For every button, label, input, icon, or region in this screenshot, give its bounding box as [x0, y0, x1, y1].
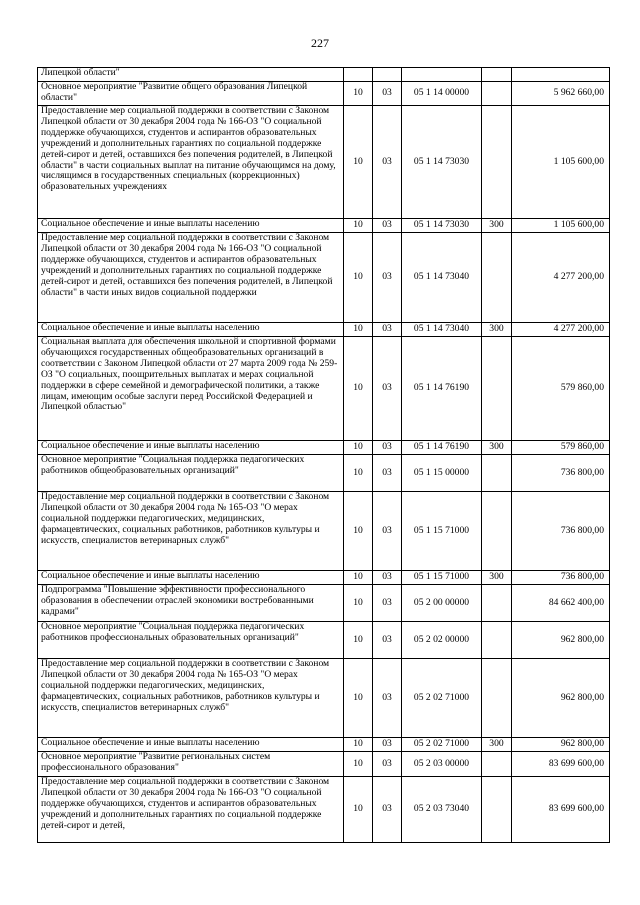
- row-subsection: 03: [373, 455, 402, 492]
- table-row: [38, 571, 610, 585]
- row-subsection: 03: [373, 323, 402, 337]
- row-expense-type: 300: [482, 219, 512, 233]
- row-expense-type: [482, 82, 512, 106]
- row-target-article: 05 1 14 76190: [402, 337, 482, 441]
- row-section: 10: [344, 492, 373, 571]
- table-row: [38, 337, 610, 441]
- row-expense-type: [482, 777, 512, 843]
- page-number: 227: [311, 36, 329, 50]
- row-section: 10: [344, 219, 373, 233]
- row-subsection: 03: [373, 777, 402, 843]
- row-name: Социальная выплата для обеспечения школьной и спортивной формами обучающихся государственных общеобразовательных организаций в соответствии с Законом Липецкой области от 27 марта 2009 года № 259-ОЗ "О социальных, поощрительных выплатах и мерах социальной поддержки в сфере семейной и демографической политики, а также лицам, имеющим особые заслуги перед Российской Федерацией и Липецкой областью": [38, 337, 344, 441]
- row-name: Социальное обеспечение и иные выплаты населению: [38, 571, 344, 585]
- row-expense-type: [482, 106, 512, 219]
- row-section: 10: [344, 323, 373, 337]
- table-row: [38, 82, 610, 106]
- row-subsection: [373, 68, 402, 82]
- row-section: 10: [344, 777, 373, 843]
- row-target-article: 05 1 14 73030: [402, 219, 482, 233]
- row-name: Подпрограмма "Повышение эффективности профессионального образования в обеспечении отраслей экономики востребованными кадрами": [38, 585, 344, 622]
- row-target-article: 05 2 02 71000: [402, 738, 482, 752]
- row-subsection: 03: [373, 441, 402, 455]
- row-subsection: 03: [373, 585, 402, 622]
- row-expense-type: [482, 337, 512, 441]
- row-subsection: 03: [373, 571, 402, 585]
- row-target-article: 05 2 03 73040: [402, 777, 482, 843]
- row-section: 10: [344, 455, 373, 492]
- row-target-article: [402, 68, 482, 82]
- row-target-article: 05 1 14 76190: [402, 441, 482, 455]
- row-name: Предоставление мер социальной поддержки в соответствии с Законом Липецкой области от 30 декабря 2004 года № 166-ОЗ "О социальной поддержке обучающихся, студентов и аспирантов образовательных учреждений и дополнительных гарантиях по социальной поддержке детей-сирот и детей,: [38, 777, 344, 843]
- row-name: Предоставление мер социальной поддержки в соответствии с Законом Липецкой области от 30 декабря 2004 года № 166-ОЗ "О социальной поддержке обучающихся, студентов и аспирантов образовательных учреждений и дополнительных гарантиях по социальной поддержке детей-сирот и детей, оставшихся без попечения родителей, в Липецкой области" в части иных видов социальной поддержки: [38, 233, 344, 323]
- table-row: [38, 323, 610, 337]
- table-row: [38, 492, 610, 571]
- table-row: [38, 106, 610, 219]
- row-name: Предоставление мер социальной поддержки в соответствии с Законом Липецкой области от 30 декабря 2004 года № 166-ОЗ "О социальной поддержке обучающихся, студентов и аспирантов образовательных учреждений и дополнительных гарантиях по социальной поддержке детей-сирот и детей, оставшихся без попечения родителей, в Липецкой области" в части социальных выплат на питание обучающимся на дому, числящимся в государственных специальных (коррекционных) образовательных учреждениях: [38, 106, 344, 219]
- row-name: Социальное обеспечение и иные выплаты населению: [38, 323, 344, 337]
- row-section: [344, 68, 373, 82]
- row-name: Социальное обеспечение и иные выплаты населению: [38, 738, 344, 752]
- row-amount: 736 800,00: [512, 492, 610, 571]
- row-name: Липецкой области": [38, 68, 344, 82]
- table-row: [38, 752, 610, 777]
- row-section: 10: [344, 585, 373, 622]
- table-row: [38, 233, 610, 323]
- row-name: Предоставление мер социальной поддержки в соответствии с Законом Липецкой области от 30 декабря 2004 года № 165-ОЗ "О мерах социальной поддержки педагогических, медицинских, фармацевтических, социальных работников, работников культуры и искусств, специалистов ветеринарных служб": [38, 659, 344, 738]
- row-target-article: 05 1 15 71000: [402, 492, 482, 571]
- row-target-article: 05 2 00 00000: [402, 585, 482, 622]
- row-amount: 5 962 660,00: [512, 82, 610, 106]
- row-subsection: 03: [373, 752, 402, 777]
- row-target-article: 05 2 03 00000: [402, 752, 482, 777]
- row-subsection: 03: [373, 337, 402, 441]
- row-expense-type: [482, 233, 512, 323]
- row-amount: [512, 68, 610, 82]
- row-name: Основное мероприятие "Социальная поддержка педагогических работников общеобразовательных организаций": [38, 455, 344, 492]
- row-amount: 1 105 600,00: [512, 106, 610, 219]
- row-amount: 579 860,00: [512, 441, 610, 455]
- row-subsection: 03: [373, 738, 402, 752]
- row-expense-type: [482, 492, 512, 571]
- table-body: [38, 68, 610, 843]
- row-section: 10: [344, 233, 373, 323]
- row-section: 10: [344, 622, 373, 659]
- table-row: [38, 777, 610, 843]
- row-section: 10: [344, 106, 373, 219]
- row-expense-type: [482, 585, 512, 622]
- row-target-article: 05 1 14 00000: [402, 82, 482, 106]
- row-section: 10: [344, 752, 373, 777]
- row-target-article: 05 1 15 71000: [402, 571, 482, 585]
- row-expense-type: [482, 622, 512, 659]
- row-target-article: 05 1 14 73040: [402, 233, 482, 323]
- row-subsection: 03: [373, 492, 402, 571]
- row-name: Социальное обеспечение и иные выплаты населению: [38, 219, 344, 233]
- row-section: 10: [344, 571, 373, 585]
- row-amount: 962 800,00: [512, 659, 610, 738]
- row-target-article: 05 2 02 71000: [402, 659, 482, 738]
- row-subsection: 03: [373, 622, 402, 659]
- row-amount: 736 800,00: [512, 571, 610, 585]
- row-expense-type: [482, 752, 512, 777]
- row-name: Основное мероприятие "Развитие общего образования Липецкой области": [38, 82, 344, 106]
- row-subsection: 03: [373, 659, 402, 738]
- row-expense-type: [482, 455, 512, 492]
- row-section: 10: [344, 738, 373, 752]
- table-row: [38, 219, 610, 233]
- row-name: Предоставление мер социальной поддержки в соответствии с Законом Липецкой области от 30 декабря 2004 года № 165-ОЗ "О мерах социальной поддержки педагогических, медицинских, фармацевтических, социальных работников, работников культуры и искусств, специалистов ветеринарных служб": [38, 492, 344, 571]
- row-section: 10: [344, 659, 373, 738]
- row-amount: 962 800,00: [512, 738, 610, 752]
- row-section: 10: [344, 82, 373, 106]
- row-target-article: 05 2 02 00000: [402, 622, 482, 659]
- table-row: [38, 738, 610, 752]
- row-subsection: 03: [373, 82, 402, 106]
- budget-table: [37, 67, 610, 843]
- row-expense-type: [482, 659, 512, 738]
- table-row: [38, 68, 610, 82]
- row-amount: 4 277 200,00: [512, 323, 610, 337]
- row-subsection: 03: [373, 106, 402, 219]
- row-target-article: 05 1 14 73030: [402, 106, 482, 219]
- row-expense-type: 300: [482, 323, 512, 337]
- row-name: Основное мероприятие "Социальная поддержка педагогических работников профессиональных образовательных организаций": [38, 622, 344, 659]
- table-row: [38, 455, 610, 492]
- row-amount: 962 800,00: [512, 622, 610, 659]
- row-target-article: 05 1 15 00000: [402, 455, 482, 492]
- row-expense-type: [482, 68, 512, 82]
- row-amount: 83 699 600,00: [512, 777, 610, 843]
- row-expense-type: 300: [482, 738, 512, 752]
- row-section: 10: [344, 441, 373, 455]
- row-amount: 1 105 600,00: [512, 219, 610, 233]
- row-amount: 736 800,00: [512, 455, 610, 492]
- row-amount: 84 662 400,00: [512, 585, 610, 622]
- table-row: [38, 622, 610, 659]
- row-expense-type: 300: [482, 571, 512, 585]
- row-name: Социальное обеспечение и иные выплаты населению: [38, 441, 344, 455]
- row-target-article: 05 1 14 73040: [402, 323, 482, 337]
- row-section: 10: [344, 337, 373, 441]
- table-row: [38, 659, 610, 738]
- row-subsection: 03: [373, 233, 402, 323]
- table-row: [38, 585, 610, 622]
- row-amount: 4 277 200,00: [512, 233, 610, 323]
- row-amount: 579 860,00: [512, 337, 610, 441]
- row-subsection: 03: [373, 219, 402, 233]
- row-amount: 83 699 600,00: [512, 752, 610, 777]
- row-name: Основное мероприятие "Развитие региональных систем профессионального образования": [38, 752, 344, 777]
- table-row: [38, 441, 610, 455]
- row-expense-type: 300: [482, 441, 512, 455]
